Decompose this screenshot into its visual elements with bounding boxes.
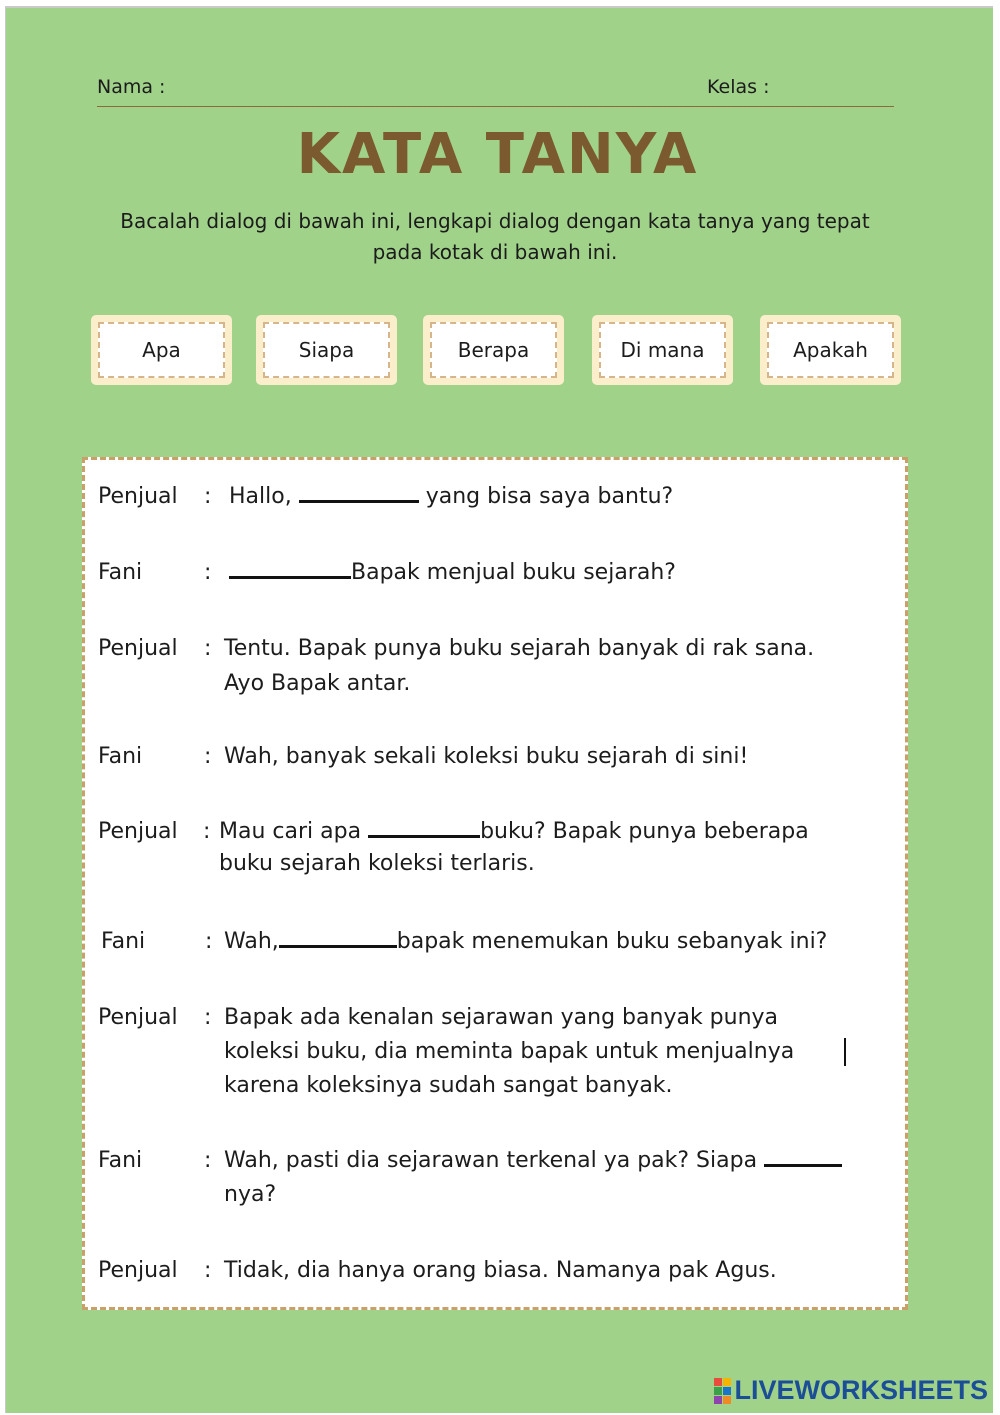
speaker-label: Fani bbox=[98, 560, 143, 585]
dialog-text: Wah, bbox=[224, 929, 279, 954]
word-box-di-mana[interactable] bbox=[592, 315, 733, 385]
dialog-text: Hallo, bbox=[229, 484, 292, 509]
word-label: Di mana bbox=[599, 322, 726, 378]
text-cursor bbox=[844, 1038, 846, 1066]
instruction-line-1: Bacalah dialog di bawah ini, lengkapi dialog dengan kata tanya yang tepat bbox=[120, 209, 870, 233]
word-label: Apakah bbox=[767, 322, 894, 378]
answer-blank[interactable] bbox=[764, 1146, 842, 1167]
class-label: Kelas : bbox=[707, 76, 770, 98]
dialog-line bbox=[224, 925, 827, 959]
colon: : bbox=[204, 1258, 212, 1283]
speaker-label: Penjual bbox=[98, 636, 178, 661]
dialog-text: Wah, banyak sekali koleksi buku sejarah di sini! bbox=[224, 744, 749, 769]
colon: : bbox=[204, 1148, 212, 1173]
word-label: Apa bbox=[98, 322, 225, 378]
dialog-text: Wah, pasti dia sejarawan terkenal ya pak? Siapa bbox=[224, 1148, 758, 1173]
speaker-label: Penjual bbox=[98, 484, 178, 509]
dialog-text: Ayo Bapak antar. bbox=[224, 671, 411, 696]
logo-mark-icon bbox=[714, 1378, 731, 1404]
dialog-text: Bapak ada kenalan sejarawan yang banyak punya bbox=[224, 1005, 779, 1030]
dialog-line bbox=[229, 556, 676, 590]
answer-blank[interactable] bbox=[279, 927, 397, 948]
dialog-line bbox=[224, 1144, 842, 1178]
colon: : bbox=[204, 560, 212, 585]
dialog-text: koleksi buku, dia meminta bapak untuk menjualnya bbox=[224, 1039, 795, 1064]
liveworksheets-logo bbox=[714, 1375, 988, 1406]
colon: : bbox=[204, 484, 212, 509]
speaker-label: Fani bbox=[98, 744, 143, 769]
word-box-apakah[interactable] bbox=[760, 315, 901, 385]
instruction-line-2: pada kotak di bawah ini. bbox=[372, 240, 618, 264]
colon: : bbox=[204, 1005, 212, 1030]
dialog-text: nya? bbox=[224, 1182, 277, 1207]
dialog-text: Tidak, dia hanya orang biasa. Namanya pak Agus. bbox=[224, 1258, 777, 1283]
colon: : bbox=[205, 929, 213, 954]
answer-blank[interactable] bbox=[368, 817, 480, 838]
student-info-header bbox=[97, 70, 894, 107]
dialog-text: Mau cari apa bbox=[219, 819, 362, 844]
word-box-apa[interactable] bbox=[91, 315, 232, 385]
answer-blank[interactable] bbox=[229, 558, 351, 579]
speaker-label: Penjual bbox=[98, 819, 178, 844]
dialog-line bbox=[229, 480, 673, 514]
page-title: KATA TANYA bbox=[296, 122, 699, 187]
speaker-label: Penjual bbox=[98, 1258, 178, 1283]
answer-blank[interactable] bbox=[299, 482, 419, 503]
dialog-text: bapak menemukan buku sebanyak ini? bbox=[396, 929, 828, 954]
dialog-text: karena koleksinya sudah sangat banyak. bbox=[224, 1073, 673, 1098]
speaker-label: Fani bbox=[101, 929, 146, 954]
word-label: Siapa bbox=[263, 322, 390, 378]
dialog-text: buku? Bapak punya beberapa bbox=[480, 819, 809, 844]
word-box-siapa[interactable] bbox=[256, 315, 397, 385]
word-box-berapa[interactable] bbox=[423, 315, 564, 385]
word-label: Berapa bbox=[430, 322, 557, 378]
dialog-text: Bapak menjual buku sejarah? bbox=[351, 560, 676, 585]
colon: : bbox=[204, 744, 212, 769]
name-label: Nama : bbox=[97, 76, 166, 98]
logo-text: LIVEWORKSHEETS bbox=[734, 1375, 988, 1405]
dialog-text: yang bisa saya bantu? bbox=[425, 484, 674, 509]
speaker-label: Penjual bbox=[98, 1005, 178, 1030]
instruction-text bbox=[95, 206, 895, 268]
dialog-text: Tentu. Bapak punya buku sejarah banyak di rak sana. bbox=[224, 636, 815, 661]
colon: : bbox=[203, 819, 211, 844]
speaker-label: Fani bbox=[98, 1148, 143, 1173]
colon: : bbox=[204, 636, 212, 661]
dialog-line bbox=[219, 815, 809, 849]
dialog-text: buku sejarah koleksi terlaris. bbox=[219, 851, 535, 876]
